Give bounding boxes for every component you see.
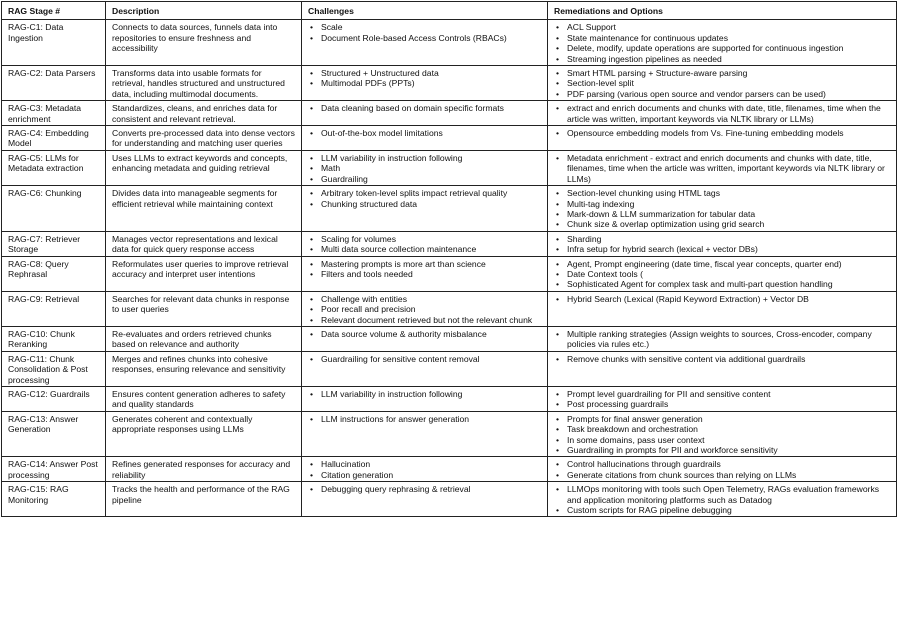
remediations-cell [548, 482, 897, 517]
remediation-item: • extract and enrich documents and chunks with date, title, filenames, time when the article was written, important keywords via NLTK library or LLMs) [554, 103, 891, 124]
challenges-list [308, 234, 542, 255]
challenge-item: • Chunking structured data [308, 199, 542, 209]
challenges-cell [302, 291, 548, 326]
challenges-list [308, 22, 542, 43]
challenge-item: • Guardrailing for sensitive content removal [308, 354, 542, 364]
description-cell: Uses LLMs to extract keywords and concepts, enhancing metadata and guiding retrieval [106, 150, 302, 185]
remediation-item: • Metadata enrichment - extract and enrich documents and chunks with date, title, filenames, time when the article was written, important keywords via NLTK library or LLMs) [554, 153, 891, 184]
challenges-cell [302, 256, 548, 291]
remediations-list [554, 354, 891, 364]
header-stage: RAG Stage # [2, 2, 106, 20]
remediation-item: • Sophisticated Agent for complex task and multi-part question handling [554, 279, 891, 289]
remediations-list [554, 414, 891, 456]
table-row [2, 482, 897, 517]
challenge-item: • Out-of-the-box model limitations [308, 128, 542, 138]
description-cell: Transforms data into usable formats for retrieval, handles structured and unstructured data, including multimodal documents. [106, 66, 302, 101]
table-row [2, 150, 897, 185]
challenges-cell [302, 457, 548, 482]
remediations-cell [548, 387, 897, 412]
remediation-item: • Section-level split [554, 78, 891, 88]
remediations-list [554, 153, 891, 184]
table-row [2, 186, 897, 232]
remediation-item: • LLMOps monitoring with tools such Open Telemetry, RAGs evaluation frameworks and application monitoring platforms such as Datadog [554, 484, 891, 505]
challenge-item: • Scaling for volumes [308, 234, 542, 244]
remediation-item: • Custom scripts for RAG pipeline debugging [554, 505, 891, 515]
remediation-item: • ACL Support [554, 22, 891, 32]
challenges-list [308, 153, 542, 184]
challenges-list [308, 188, 542, 209]
header-remediations: Remediations and Options [548, 2, 897, 20]
table-row [2, 126, 897, 151]
challenge-item: • Hallucination [308, 459, 542, 469]
table-row [2, 411, 897, 457]
remediation-item: • Infra setup for hybrid search (lexical + vector DBs) [554, 244, 891, 254]
remediation-item: • Sharding [554, 234, 891, 244]
remediations-list [554, 484, 891, 515]
challenges-cell [302, 20, 548, 66]
table-body [2, 20, 897, 517]
table-row [2, 101, 897, 126]
remediations-cell [548, 101, 897, 126]
stage-cell: RAG-C4: Embedding Model [2, 126, 106, 151]
challenges-list [308, 128, 542, 138]
stage-cell: RAG-C14: Answer Post processing [2, 457, 106, 482]
header-description: Description [106, 2, 302, 20]
table-row [2, 66, 897, 101]
remediation-item: • Prompt level guardrailing for PII and sensitive content [554, 389, 891, 399]
remediations-list [554, 329, 891, 350]
table-row [2, 256, 897, 291]
remediations-list [554, 22, 891, 64]
stage-cell: RAG-C8: Query Rephrasal [2, 256, 106, 291]
stage-cell: RAG-C6: Chunking [2, 186, 106, 232]
stage-cell: RAG-C12: Guardrails [2, 387, 106, 412]
description-cell: Divides data into manageable segments for efficient retrieval while maintaining context [106, 186, 302, 232]
description-cell: Manages vector representations and lexical data for quick query response access [106, 231, 302, 256]
remediation-item: • Task breakdown and orchestration [554, 424, 891, 434]
challenges-cell [302, 186, 548, 232]
challenges-cell [302, 411, 548, 457]
challenge-item: • Debugging query rephrasing & retrieval [308, 484, 542, 494]
remediation-item: • Generate citations from chunk sources than relying on LLMs [554, 470, 891, 480]
description-cell: Standardizes, cleans, and enriches data for consistent and relevant retrieval. [106, 101, 302, 126]
challenges-cell [302, 482, 548, 517]
table-row [2, 231, 897, 256]
remediations-cell [548, 291, 897, 326]
remediation-item: • Delete, modify, update operations are supported for continuous ingestion [554, 43, 891, 53]
challenges-list [308, 389, 542, 399]
challenge-item: • Data cleaning based on domain specific formats [308, 103, 542, 113]
challenges-cell [302, 150, 548, 185]
remediation-item: • Multi-tag indexing [554, 199, 891, 209]
remediation-item: • Post processing guardrails [554, 399, 891, 409]
remediations-cell [548, 457, 897, 482]
challenges-list [308, 103, 542, 113]
remediations-cell [548, 256, 897, 291]
remediation-item: • Section-level chunking using HTML tags [554, 188, 891, 198]
remediation-item: • Mark-down & LLM summarization for tabular data [554, 209, 891, 219]
challenges-list [308, 294, 542, 325]
remediation-item: • Agent, Prompt engineering (date time, fiscal year concepts, quarter end) [554, 259, 891, 269]
challenges-list [308, 354, 542, 364]
description-cell: Reformulates user queries to improve retrieval accuracy and interpret user intentions [106, 256, 302, 291]
remediation-item: • Streaming ingestion pipelines as needed [554, 54, 891, 64]
table-row [2, 20, 897, 66]
remediation-item: • Smart HTML parsing + Structure-aware parsing [554, 68, 891, 78]
challenges-list [308, 259, 542, 280]
stage-cell: RAG-C7: Retriever Storage [2, 231, 106, 256]
remediations-cell [548, 326, 897, 351]
remediations-cell [548, 351, 897, 386]
remediations-list [554, 389, 891, 410]
stage-cell: RAG-C10: Chunk Reranking [2, 326, 106, 351]
challenge-item: • Document Role-based Access Controls (RBACs) [308, 33, 542, 43]
challenges-cell [302, 66, 548, 101]
challenge-item: • Challenge with entities [308, 294, 542, 304]
remediations-cell [548, 231, 897, 256]
challenge-item: • LLM variability in instruction following [308, 389, 542, 399]
remediations-list [554, 128, 891, 138]
remediation-item: • PDF parsing (various open source and vendor parsers can be used) [554, 89, 891, 99]
challenges-list [308, 329, 542, 339]
challenge-item: • Mastering prompts is more art than science [308, 259, 542, 269]
stage-cell: RAG-C1: Data Ingestion [2, 20, 106, 66]
challenges-list [308, 68, 542, 89]
header-challenges: Challenges [302, 2, 548, 20]
stage-cell: RAG-C11: Chunk Consolidation & Post processing [2, 351, 106, 386]
challenges-cell [302, 126, 548, 151]
challenges-cell [302, 351, 548, 386]
description-cell: Ensures content generation adheres to safety and quality standards [106, 387, 302, 412]
remediations-cell [548, 66, 897, 101]
challenge-item: • LLM variability in instruction following [308, 153, 542, 163]
challenge-item: • Math [308, 163, 542, 173]
remediation-item: • Opensource embedding models from Vs. Fine-tuning embedding models [554, 128, 891, 138]
challenges-cell [302, 101, 548, 126]
remediations-cell [548, 126, 897, 151]
challenge-item: • Multi data source collection maintenance [308, 244, 542, 254]
challenge-item: • Filters and tools needed [308, 269, 542, 279]
remediation-item: • Remove chunks with sensitive content via additional guardrails [554, 354, 891, 364]
remediations-list [554, 459, 891, 480]
remediation-item: • Guardrailing in prompts for PII and workforce sensitivity [554, 445, 891, 455]
challenge-item: • Multimodal PDFs (PPTs) [308, 78, 542, 88]
challenges-cell [302, 231, 548, 256]
remediations-list [554, 259, 891, 290]
remediations-list [554, 103, 891, 124]
remediations-cell [548, 150, 897, 185]
remediation-item: • Prompts for final answer generation [554, 414, 891, 424]
challenge-item: • Poor recall and precision [308, 304, 542, 314]
description-cell: Refines generated responses for accuracy and reliability [106, 457, 302, 482]
stage-cell: RAG-C9: Retrieval [2, 291, 106, 326]
description-cell: Merges and refines chunks into cohesive responses, ensuring relevance and sensitivity [106, 351, 302, 386]
header-row [2, 2, 897, 20]
table-row [2, 326, 897, 351]
table-row [2, 387, 897, 412]
challenge-item: • Relevant document retrieved but not the relevant chunk [308, 315, 542, 325]
remediations-cell [548, 186, 897, 232]
challenge-item: • Citation generation [308, 470, 542, 480]
description-cell: Searches for relevant data chunks in response to user queries [106, 291, 302, 326]
challenge-item: • Structured + Unstructured data [308, 68, 542, 78]
remediations-list [554, 234, 891, 255]
challenges-list [308, 484, 542, 494]
remediations-list [554, 294, 891, 304]
description-cell: Tracks the health and performance of the RAG pipeline [106, 482, 302, 517]
stage-cell: RAG-C2: Data Parsers [2, 66, 106, 101]
stage-cell: RAG-C15: RAG Monitoring [2, 482, 106, 517]
remediation-item: • Date Context tools ( [554, 269, 891, 279]
remediation-item: • Hybrid Search (Lexical (Rapid Keyword Extraction) + Vector DB [554, 294, 891, 304]
description-cell: Connects to data sources, funnels data into repositories to ensure freshness and accessibility [106, 20, 302, 66]
stage-cell: RAG-C5: LLMs for Metadata extraction [2, 150, 106, 185]
remediation-item: • Multiple ranking strategies (Assign weights to sources, Cross-encoder, company policies via rules etc.) [554, 329, 891, 350]
remediations-cell [548, 20, 897, 66]
table-row [2, 291, 897, 326]
challenge-item: • Guardrailing [308, 174, 542, 184]
rag-stages-table [1, 1, 897, 517]
remediations-list [554, 188, 891, 230]
remediation-item: • State maintenance for continuous updates [554, 33, 891, 43]
challenge-item: • Scale [308, 22, 542, 32]
challenges-list [308, 414, 542, 424]
challenge-item: • Arbitrary token-level splits impact retrieval quality [308, 188, 542, 198]
challenges-cell [302, 387, 548, 412]
remediation-item: • Chunk size & overlap optimization using grid search [554, 219, 891, 229]
remediations-list [554, 68, 891, 99]
remediation-item: • Control hallucinations through guardrails [554, 459, 891, 469]
challenges-cell [302, 326, 548, 351]
challenge-item: • LLM instructions for answer generation [308, 414, 542, 424]
stage-cell: RAG-C13: Answer Generation [2, 411, 106, 457]
table-row [2, 351, 897, 386]
challenges-list [308, 459, 542, 480]
description-cell: Generates coherent and contextually appropriate responses using LLMs [106, 411, 302, 457]
remediations-cell [548, 411, 897, 457]
challenge-item: • Data source volume & authority misbalance [308, 329, 542, 339]
stage-cell: RAG-C3: Metadata enrichment [2, 101, 106, 126]
description-cell: Re-evaluates and orders retrieved chunks based on relevance and authority [106, 326, 302, 351]
table-row [2, 457, 897, 482]
description-cell: Converts pre-processed data into dense vectors for understanding and matching user queries [106, 126, 302, 151]
remediation-item: • In some domains, pass user context [554, 435, 891, 445]
